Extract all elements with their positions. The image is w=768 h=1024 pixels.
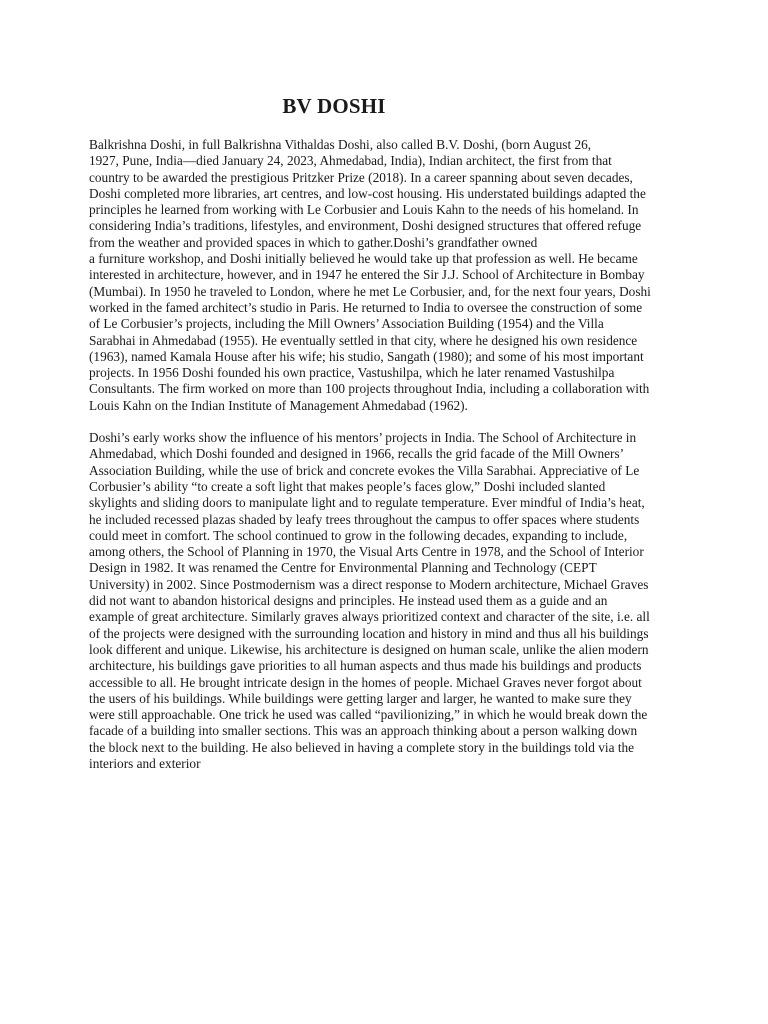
text-line: skylights and sliding doors to manipulate light and to regulate temperature. Ever mindful of India’s heat, <box>89 495 645 511</box>
text-line: Doshi completed more libraries, art centres, and low-cost housing. His understated buildings adapted the <box>89 185 646 201</box>
text-line: worked in the famed architect’s studio in Paris. He returned to India to oversee the construction of some <box>89 299 643 315</box>
text-line: Corbusier’s ability “to create a soft light that makes people’s faces glow,” Doshi included slanted <box>89 478 606 494</box>
text-line: example of great architecture. Similarly graves always prioritized context and character of the site, i.e. all <box>89 609 650 625</box>
text-line: Doshi’s early works show the influence of his mentors’ projects in India. The School of Architecture in <box>89 430 637 446</box>
text-line: among others, the School of Planning in 1970, the Visual Arts Centre in 1978, and the School of Interior <box>89 544 644 560</box>
text-line: interested in architecture, however, and in 1947 he entered the Sir J.J. School of Architecture in Bombay <box>89 267 645 283</box>
text-line: (Mumbai). In 1950 he traveled to London, where he met Le Corbusier, and, for the next four years, Doshi <box>89 283 651 299</box>
text-line: the block next to the building. He also believed in having a complete story in the buildings told via the <box>89 739 635 755</box>
text-line: Design in 1982. It was renamed the Centre for Environmental Planning and Technology (CEPT <box>89 560 597 576</box>
text-line: of Le Corbusier’s projects, including the Mill Owners’ Association Building (1954) and the Villa <box>89 316 604 332</box>
text-line: country to be awarded the prestigious Pritzker Prize (2018). In a career spanning about seven decades, <box>89 169 633 185</box>
text-line: Balkrishna Doshi, in full Balkrishna Vithaldas Doshi, also called B.V. Doshi, (born August 26, <box>89 137 592 152</box>
text-line: interiors and exterior <box>89 755 201 771</box>
text-line: of the projects were designed with the surrounding location and history in mind and thus all his buildings <box>89 625 649 641</box>
paragraph-spacer <box>89 414 679 430</box>
text-line: he included recessed plazas shaded by leafy trees throughout the campus to offer spaces where students <box>89 511 640 527</box>
text-line: a furniture workshop, and Doshi initially believed he would take up that profession as well. He became <box>89 251 638 267</box>
text-line: did not want to abandon historical designs and principles. He instead used them as a guide and an <box>89 593 608 609</box>
text-line: accessible to all. He brought intricate design in the homes of people. Michael Graves never forgot about <box>89 674 642 690</box>
page-title: BV DOSHI <box>282 94 386 118</box>
text-line: the users of his buildings. While buildings were getting larger and larger, he wanted to make sure they <box>89 690 632 706</box>
text-line: Association Building, while the use of brick and concrete evokes the Villa Sarabhai. Appreciative of Le <box>89 462 640 478</box>
text-line: Sarabhai in Ahmedabad (1955). He eventually settled in that city, where he designed his own residence <box>89 332 638 348</box>
text-line: were still approachable. One trick he used was called “pavilionizing,” in which he would break down the <box>89 707 648 723</box>
text-line: from the weather and provided spaces in which to gather.Doshi’s grandfather owned <box>89 234 538 250</box>
text-line: considering India’s traditions, lifestyles, and environment, Doshi designed structures that offered refuge <box>89 218 642 234</box>
text-line: look different and unique. Likewise, his architecture is designed on human scale, unlike the alien modern <box>89 641 649 657</box>
text-line: (1963), named Kamala House after his wife; his studio, Sangath (1980); and some of his most important <box>89 348 644 364</box>
text-line: 1927, Pune, India—died January 24, 2023, Ahmedabad, India), Indian architect, the first from that <box>89 153 612 169</box>
text-line: Consultants. The firm worked on more than 100 projects throughout India, including a collaboration with <box>89 381 650 397</box>
text-line: University) in 2002. Since Postmodernism was a direct response to Modern architecture, Michael Graves <box>89 576 649 592</box>
text-line: Ahmedabad, which Doshi founded and designed in 1966, recalls the grid facade of the Mill Owners’ <box>89 446 625 462</box>
text-line: Louis Kahn on the Indian Institute of Management Ahmedabad (1962). <box>89 397 468 413</box>
paragraph-2 <box>89 430 679 772</box>
text-line: could meet in comfort. The school continued to grow in the following decades, expanding to include, <box>89 527 628 543</box>
text-line: principles he learned from working with Le Corbusier and Louis Kahn to the needs of his homeland. In <box>89 202 639 218</box>
paragraph-1 <box>89 137 679 414</box>
document-body <box>89 137 679 772</box>
text-line: architecture, his buildings gave priorities to all human aspects and thus made his buildings and products <box>89 658 642 674</box>
text-line: projects. In 1956 Doshi founded his own practice, Vastushilpa, which he later renamed Vastushilpa <box>89 365 615 381</box>
text-line: facade of a building into smaller sections. This was an approach thinking about a person walking down <box>89 723 638 739</box>
